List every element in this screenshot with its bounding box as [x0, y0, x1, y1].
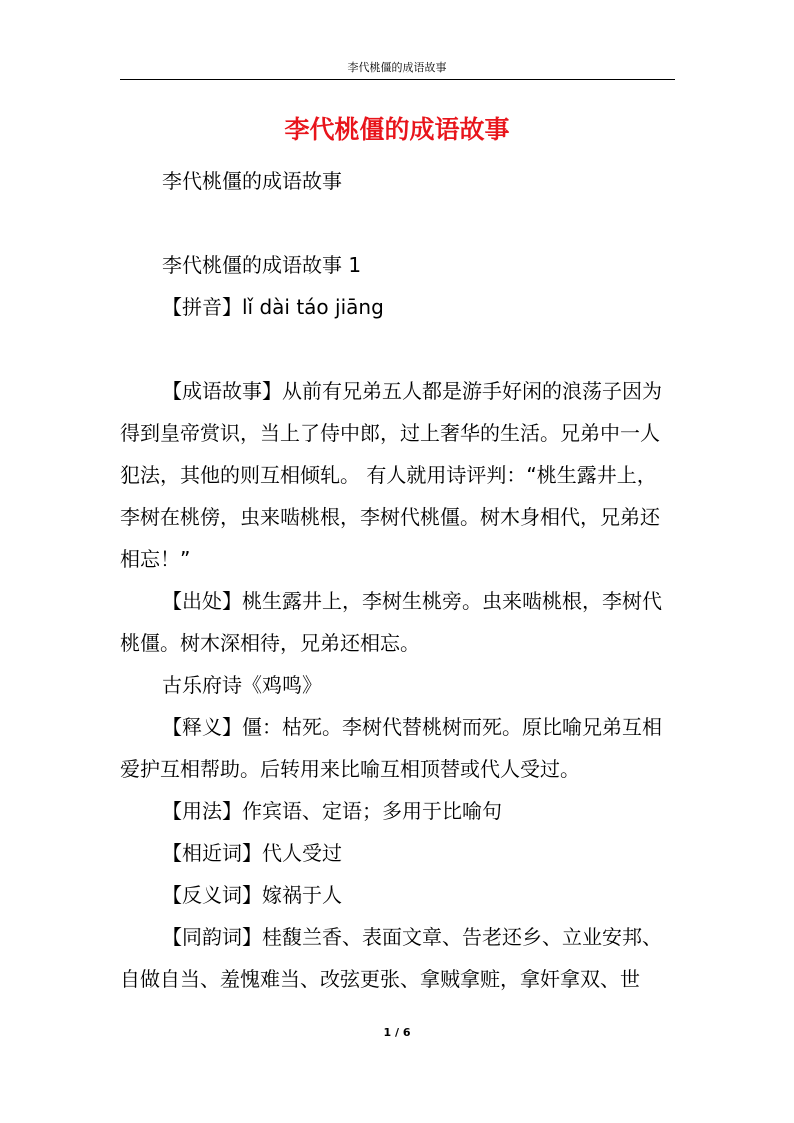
meaning-paragraph: 【释义】僵：枯死。李树代替桃树而死。原比喻兄弟互相爱护互相帮助。后转用来比喻互相顶替或代人受过。: [120, 715, 662, 781]
usage-paragraph: 【用法】作宾语、定语；多用于比喻句: [162, 799, 502, 823]
running-header: 李代桃僵的成语故事: [347, 61, 447, 74]
page-number: 1 / 6: [383, 1026, 411, 1039]
intro-heading: 李代桃僵的成语故事: [162, 169, 342, 193]
header-divider: [120, 79, 675, 80]
antonym-paragraph: 【反义词】嫁祸于人: [162, 883, 342, 907]
source-paragraph: 【出处】桃生露井上，李树生桃旁。虫来啮桃根，李树代桃僵。树木深相待，兄弟还相忘。: [120, 589, 662, 655]
rhyme-paragraph: 【同韵词】桂馥兰香、表面文章、告老还乡、立业安邦、自做自当、羞愧难当、改弦更张、拿贼拿赃，拿奸拿双、世: [120, 925, 662, 991]
section-heading: 李代桃僵的成语故事 1: [162, 253, 362, 277]
blank-line: [120, 202, 676, 244]
source-poem-paragraph: 古乐府诗《鸡鸣》: [162, 673, 322, 697]
pinyin-paragraph: 【拼音】lǐ dài táo jiāng: [162, 295, 384, 319]
document-body: [120, 160, 676, 1000]
blank-line: [120, 328, 676, 370]
document-title: 李代桃僵的成语故事: [284, 115, 510, 144]
story-paragraph: 【成语故事】从前有兄弟五人都是游手好闲的浪荡子因为得到皇帝赏识，当上了侍中郎，过上奢华的生活。兄弟中一人犯法，其他的则互相倾轧。 有人就用诗评判：“桃生露井上，李树在桃傍，虫来啮桃根，李树代桃僵。树木身相代，兄弟还相忘！”: [120, 379, 662, 571]
synonym-paragraph: 【相近词】代人受过: [162, 841, 342, 865]
